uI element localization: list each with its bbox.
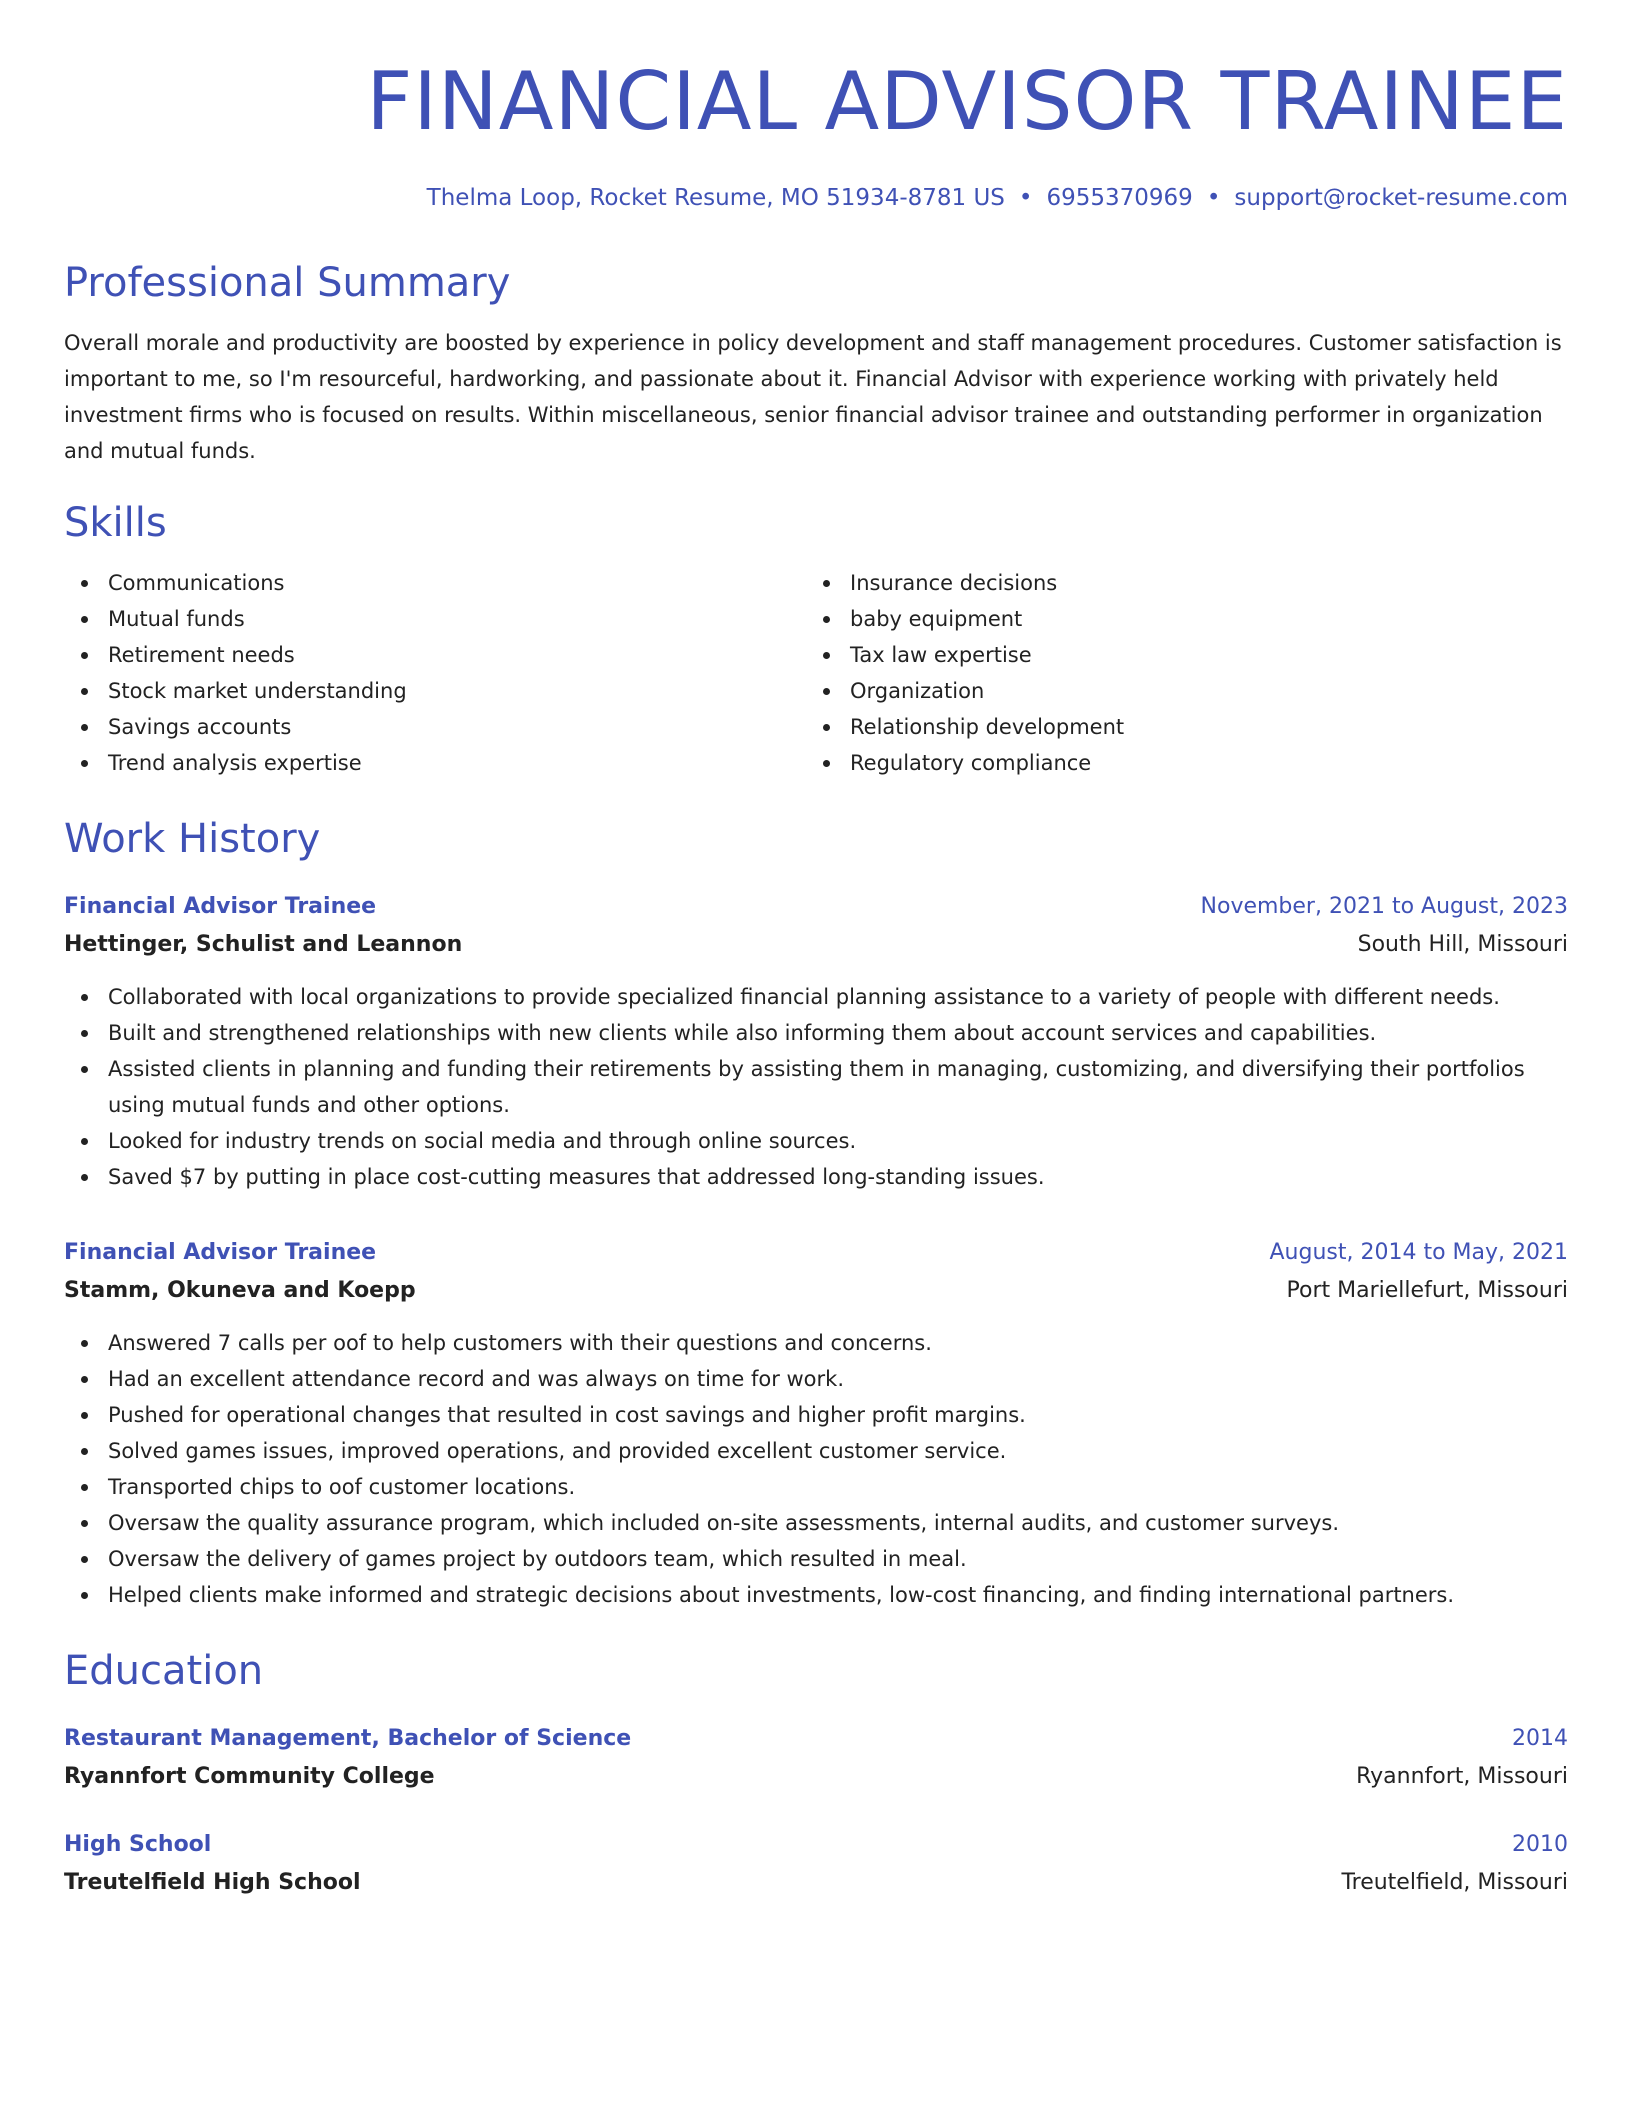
education-location: Ryannfort, Missouri (1356, 1764, 1568, 1789)
contact-separator: • (1206, 185, 1221, 211)
skills-column-right (806, 565, 1548, 781)
job-bullet: Transported chips to oof customer locations. (64, 1469, 1568, 1505)
job-title-row (64, 889, 1568, 925)
summary-text: Overall morale and productivity are boosted by experience in policy development and staff management procedures. Customer satisfaction is important to me, so I'm resourceful, hardworking, and passionate about it. Financial Advisor with experience working with privately held investment firms who is focused on results. Within miscellaneous, senior financial advisor trainee and outstanding performer in organization and mutual funds. (64, 331, 1562, 463)
skill-item: Organization (806, 673, 1548, 709)
job-bullet: Solved games issues, improved operations, and provided excellent customer service. (64, 1433, 1568, 1469)
education-school: Treutelfield High School (64, 1870, 361, 1895)
resume-header (64, 0, 1568, 214)
skill-item: Communications (64, 565, 806, 601)
education-degree: Restaurant Management, Bachelor of Science (64, 1726, 632, 1751)
education-school-row (64, 1757, 1568, 1797)
contact-email[interactable]: support@rocket-resume.com (1234, 185, 1568, 211)
skill-item: Relationship development (806, 709, 1548, 745)
job-title-row (64, 1235, 1568, 1271)
education-entry (64, 1721, 1568, 1797)
skill-item: Stock market understanding (64, 673, 806, 709)
education-year: 2010 (1512, 1832, 1568, 1857)
education-location: Treutelfield, Missouri (1341, 1870, 1568, 1895)
job-dates: August, 2014 to May, 2021 (1269, 1240, 1568, 1265)
page-title: FINANCIAL ADVISOR TRAINEE (366, 55, 1568, 148)
education-degree: High School (64, 1832, 212, 1857)
job-bullet: Built and strengthened relationships with new clients while also informing them about account services and capabilities. (64, 1015, 1568, 1051)
skill-item: baby equipment (806, 601, 1548, 637)
education-year: 2014 (1512, 1726, 1568, 1751)
job-bullet: Saved $7 by putting in place cost-cutting measures that addressed long-standing issues. (64, 1159, 1568, 1195)
job-bullets (64, 1325, 1568, 1613)
skill-item: Insurance decisions (806, 565, 1548, 601)
work-history-heading: Work History (64, 816, 321, 862)
contact-line (64, 182, 1568, 214)
education-heading: Education (64, 1648, 264, 1694)
contact-phone: 6955370969 (1046, 185, 1193, 211)
education-entry (64, 1827, 1568, 1903)
job-dates: November, 2021 to August, 2023 (1200, 894, 1568, 919)
job-company: Hettinger, Schulist and Leannon (64, 932, 463, 957)
skill-item: Savings accounts (64, 709, 806, 745)
job-bullet: Pushed for operational changes that resulted in cost savings and higher profit margins. (64, 1397, 1568, 1433)
job-company-row (64, 1271, 1568, 1311)
job-bullets (64, 979, 1568, 1195)
resume-page (64, 0, 1568, 1903)
job-bullet: Helped clients make informed and strategic decisions about investments, low-cost financing, and finding international partners. (64, 1577, 1568, 1613)
job-entry (64, 1235, 1568, 1613)
contact-address: Thelma Loop, Rocket Resume, MO 51934-8781 US (426, 185, 1005, 211)
job-company: Stamm, Okuneva and Koepp (64, 1278, 416, 1303)
skill-item: Regulatory compliance (806, 745, 1548, 781)
education-degree-row (64, 1721, 1568, 1757)
skill-item: Mutual funds (64, 601, 806, 637)
job-location: Port Mariellefurt, Missouri (1286, 1278, 1568, 1303)
job-company-row (64, 925, 1568, 965)
job-role: Financial Advisor Trainee (64, 894, 377, 919)
job-bullet: Oversaw the quality assurance program, which included on-site assessments, internal audits, and customer surveys. (64, 1505, 1568, 1541)
skill-item: Tax law expertise (806, 637, 1548, 673)
job-bullet: Collaborated with local organizations to provide specialized financial planning assistance to a variety of people with different needs. (64, 979, 1568, 1015)
job-entry (64, 889, 1568, 1195)
education-school-row (64, 1863, 1568, 1903)
skills-column-left (64, 565, 806, 781)
job-bullet: Assisted clients in planning and funding their retirements by assisting them in managing, customizing, and diversifying their portfolios using mutual funds and other options. (64, 1051, 1568, 1123)
job-bullet: Oversaw the delivery of games project by outdoors team, which resulted in meal. (64, 1541, 1568, 1577)
job-bullet: Looked for industry trends on social media and through online sources. (64, 1123, 1568, 1159)
job-location: South Hill, Missouri (1357, 932, 1568, 957)
education-degree-row (64, 1827, 1568, 1863)
skill-item: Trend analysis expertise (64, 745, 806, 781)
summary-heading: Professional Summary (64, 260, 511, 306)
contact-separator: • (1018, 185, 1033, 211)
job-bullet: Had an excellent attendance record and was always on time for work. (64, 1361, 1568, 1397)
job-bullet: Answered 7 calls per oof to help customers with their questions and concerns. (64, 1325, 1568, 1361)
education-school: Ryannfort Community College (64, 1764, 435, 1789)
skills-list (64, 565, 1568, 781)
job-role: Financial Advisor Trainee (64, 1240, 377, 1265)
skills-heading: Skills (64, 500, 167, 546)
skill-item: Retirement needs (64, 637, 806, 673)
